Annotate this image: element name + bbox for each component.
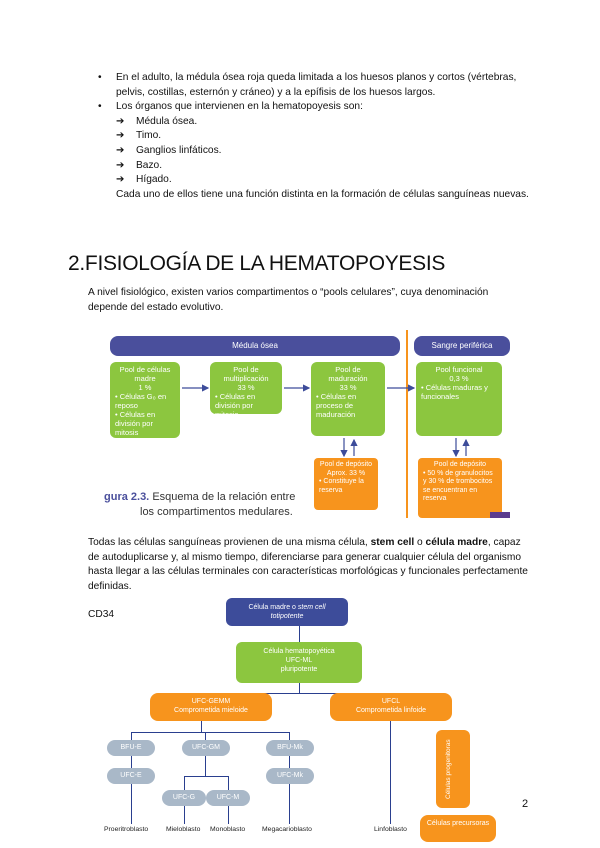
pools-diagram <box>104 330 514 518</box>
bullet-bone-marrow: • En el adulto, la médula ósea roja queda limitada a los huesos planos y cortos (vértebras, pelvis, costillas, esternón y cráneo) y a la epífisis de los huesos largos. <box>96 71 536 100</box>
arrow-icon: ➔ <box>116 174 125 186</box>
node-line: Comprometida mieloide <box>174 707 248 714</box>
connector <box>205 732 206 740</box>
marrow-header: Médula ósea <box>110 336 400 356</box>
section-heading: 2.FISIOLOGÍA DE LA HEMATOPOYESIS <box>68 252 446 275</box>
deposit-title: Pool de depósito <box>319 461 373 468</box>
figure1-caption <box>104 490 295 520</box>
pool-title: Pool de células madre <box>119 365 171 383</box>
connector <box>131 732 290 733</box>
connector <box>289 784 290 824</box>
organ-item <box>116 144 536 159</box>
deposit-box-blood <box>418 458 502 518</box>
node-line: Célula hematopoyética <box>263 648 335 655</box>
stem-term-2: célula madre <box>425 537 488 548</box>
pool-item: • Células G₀ en reposo <box>115 392 167 410</box>
pools-paragraph: A nivel fisiológico, existen varios compartimentos o “pools celulares”, cuya denominación depende del estado evolutivo. <box>88 287 489 313</box>
cd34-label: CD34 <box>88 609 115 620</box>
connector <box>205 756 206 776</box>
organ-item <box>116 159 536 174</box>
stem-node-italic: stem cell <box>297 604 326 611</box>
organ-label: Timo. <box>136 130 162 142</box>
connector <box>299 683 300 693</box>
myeloid-node <box>150 693 272 721</box>
caption-line2: los compartimentos medulares. <box>140 506 293 518</box>
pool-percent: 33 % <box>339 383 357 392</box>
blood-header: Sangre periférica <box>414 336 510 356</box>
ufc-mk-node: UFC-Mk <box>266 768 314 784</box>
stem-text-end: , capaz de autoduplicarse y, al mismo tiempo, diferenciarse para generar cualquier célula del organismo hasta llegar a las células terminales con características morfológicas y funcionales perfectamente definidas. <box>88 537 528 592</box>
ufc-m-node: UFC-M <box>206 790 250 806</box>
organ-label: Hígado. <box>136 174 172 186</box>
arrow-icon: ➔ <box>116 130 125 142</box>
deposit-percent: Aprox. 33 % <box>326 469 366 477</box>
node-line: UFC-ML <box>285 657 313 664</box>
stem-text-or: o <box>414 537 426 548</box>
deposit-box-marrow <box>314 458 378 510</box>
ufc-e-node: UFC-E <box>107 768 155 784</box>
connector <box>228 806 229 824</box>
deposit-item: • 50 % de granulocitos y 30 % de trombocitos se encuentran en reserva <box>423 469 493 502</box>
precursor-box: Células precursoras <box>420 815 496 842</box>
organ-item <box>116 115 536 130</box>
node-line: UFC-GEMM <box>191 698 231 705</box>
pool-item: • Células en división por mitosis <box>215 392 256 419</box>
pool-title: Pool funcional <box>435 365 483 374</box>
node-line: Comprometida linfoide <box>355 707 427 714</box>
pool-title: Pool de maduración <box>328 365 368 383</box>
deposit-item: • Constituye la reserva <box>319 478 364 494</box>
connector <box>201 720 202 732</box>
stem-cell-node <box>226 598 348 626</box>
organ-label: Médula ósea. <box>136 115 198 127</box>
progenitor-label: Células progenitoras <box>445 739 452 799</box>
caption-label: gura 2.3. <box>104 491 150 503</box>
leaf-proerythroblast: Proeritroblasto <box>104 826 149 833</box>
stem-cell-paragraph <box>88 536 533 594</box>
pool-item: • Células en proceso de maduración <box>316 392 357 419</box>
pool-item: • Células en división por mitosis <box>115 410 156 437</box>
arrow-icon: ➔ <box>116 115 125 127</box>
bfu-mk-node: BFU-Mk <box>266 740 314 756</box>
connector <box>184 776 228 777</box>
connector <box>131 784 132 824</box>
connector <box>228 776 229 790</box>
stem-term-1: stem cell <box>370 537 415 548</box>
organ-item <box>116 173 536 188</box>
progenitor-box <box>436 730 470 808</box>
arrow-icon: ➔ <box>116 144 125 156</box>
pool-percent: 1 % <box>138 383 152 392</box>
connector <box>131 732 132 740</box>
caption-line1: Esquema de la relación entre <box>152 491 296 503</box>
connector <box>299 626 300 642</box>
organs-note: Cada uno de ellos tiene una función distinta en la formación de células sanguíneas nuevas. <box>116 188 529 200</box>
intro-list <box>96 71 536 202</box>
bullet-organs: • Los órganos que intervienen en la hematopoyesis son: <box>96 100 536 115</box>
purple-marker <box>490 512 510 518</box>
connector <box>289 732 290 740</box>
stem-node-text: Célula madre o <box>248 604 298 611</box>
arrow-icon: ➔ <box>116 159 125 171</box>
leaf-myeloblast: Mieloblasto <box>166 826 201 833</box>
hematopoietic-node <box>236 642 362 683</box>
connector <box>289 756 290 768</box>
organ-label: Ganglios linfáticos. <box>136 144 222 156</box>
connector <box>184 806 185 824</box>
page-number: 2 <box>522 798 529 810</box>
pool-title: Pool de multiplicación <box>223 365 269 383</box>
ufc-gm-node: UFC-GM <box>182 740 230 756</box>
leaf-lymphoblast: Linfoblasto <box>374 826 407 833</box>
connector <box>390 720 391 824</box>
organ-item <box>116 129 536 144</box>
stem-node-line2: totipotente <box>270 613 304 620</box>
connector <box>131 756 132 768</box>
organ-label: Bazo. <box>136 159 163 171</box>
stem-text-start: Todas las células sanguíneas provienen de una misma célula, <box>88 537 371 548</box>
lymphoid-node <box>330 693 452 721</box>
bfu-e-node: BFU-E <box>107 740 155 756</box>
leaf-monoblast: Monoblasto <box>210 826 246 833</box>
pool-percent: 0,3 % <box>449 374 469 383</box>
node-line: UFCL <box>381 698 401 705</box>
node-line: pluripotente <box>280 666 318 673</box>
pool-item: • Células maduras y funcionales <box>421 383 488 401</box>
deposit-title: Pool de depósito <box>433 461 487 468</box>
connector <box>184 776 185 790</box>
leaf-megakaryoblast: Megacarioblasto <box>262 826 312 833</box>
pool-percent: 33 % <box>237 383 255 392</box>
ufc-g-node: UFC-G <box>162 790 206 806</box>
